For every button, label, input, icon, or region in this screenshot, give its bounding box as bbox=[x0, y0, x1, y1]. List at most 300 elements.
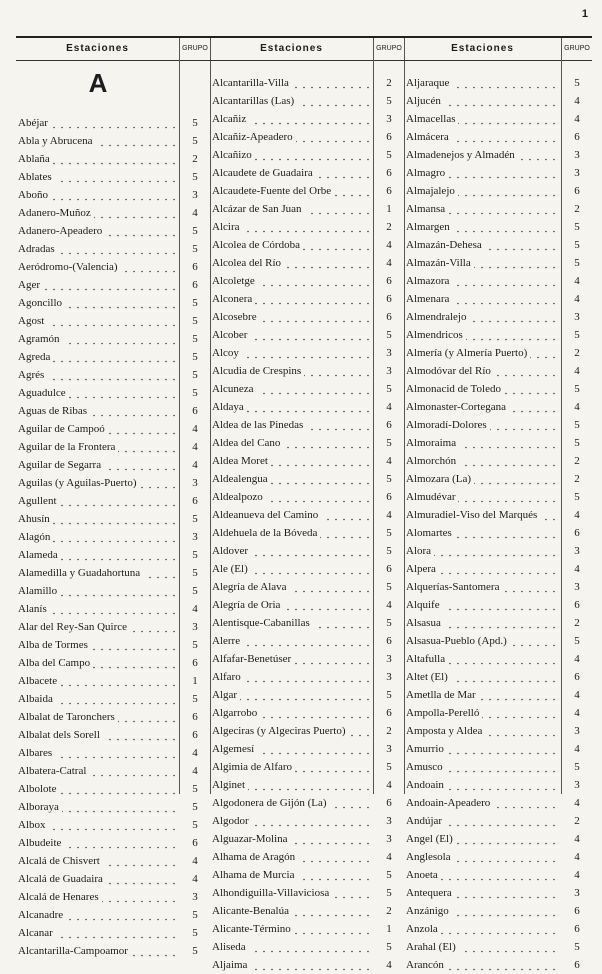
station-group: 5 bbox=[192, 585, 198, 597]
station-name: Almería (y Almería Puerto) bbox=[406, 344, 558, 362]
station-group: 4 bbox=[574, 869, 580, 881]
station-row bbox=[210, 434, 404, 452]
station-row bbox=[210, 200, 404, 218]
station-row bbox=[210, 614, 404, 632]
station-row bbox=[210, 740, 404, 758]
station-row bbox=[16, 474, 210, 492]
station-row bbox=[404, 380, 592, 398]
station-name: Alegría de Alava bbox=[212, 578, 370, 596]
station-row bbox=[210, 758, 404, 776]
station-group: 3 bbox=[386, 365, 392, 377]
station-group: 6 bbox=[386, 635, 392, 647]
station-group: 5 bbox=[192, 513, 198, 525]
station-group: 5 bbox=[192, 369, 198, 381]
station-row bbox=[404, 524, 592, 542]
station-row bbox=[16, 348, 210, 366]
station-row bbox=[404, 470, 592, 488]
station-group: 3 bbox=[192, 621, 198, 633]
station-row bbox=[16, 672, 210, 690]
station-row bbox=[16, 438, 210, 456]
station-group: 5 bbox=[574, 635, 580, 647]
station-name: Alhondiguilla-Villaviciosa bbox=[212, 884, 370, 902]
station-group: 6 bbox=[192, 279, 198, 291]
station-group: 5 bbox=[192, 639, 198, 651]
station-row bbox=[16, 222, 210, 240]
station-row bbox=[404, 830, 592, 848]
station-row bbox=[210, 290, 404, 308]
station-name: Algeciras (y Algeciras Puerto) bbox=[212, 722, 370, 740]
station-name: Alcantarilla-Campoamor bbox=[18, 942, 176, 960]
station-group: 6 bbox=[574, 671, 580, 683]
station-group: 5 bbox=[386, 869, 392, 881]
station-row bbox=[16, 204, 210, 222]
station-group: 4 bbox=[386, 851, 392, 863]
station-name: Adradas bbox=[18, 240, 176, 258]
station-row bbox=[16, 618, 210, 636]
station-name: Alar del Rey-San Quirce bbox=[18, 618, 176, 636]
station-group: 2 bbox=[386, 77, 392, 89]
station-row bbox=[404, 398, 592, 416]
station-name: Aljaraque bbox=[406, 74, 558, 92]
station-row bbox=[404, 308, 592, 326]
station-row bbox=[404, 506, 592, 524]
station-name: Aljaima bbox=[212, 956, 370, 974]
station-row bbox=[16, 168, 210, 186]
station-row bbox=[210, 686, 404, 704]
station-row bbox=[210, 326, 404, 344]
station-name: Anoeta bbox=[406, 866, 558, 884]
station-name: Aeródromo-(Valencia) bbox=[18, 258, 176, 276]
station-name: Alagón bbox=[18, 528, 176, 546]
station-row bbox=[16, 816, 210, 834]
station-group: 6 bbox=[574, 923, 580, 935]
station-group: 1 bbox=[386, 203, 392, 215]
station-name: Andoain-Apeadero bbox=[406, 794, 558, 812]
station-row bbox=[16, 492, 210, 510]
group-header: GRUPO bbox=[182, 45, 208, 52]
station-group: 4 bbox=[574, 401, 580, 413]
station-name: Almazora bbox=[406, 272, 558, 290]
station-group: 6 bbox=[574, 599, 580, 611]
station-group: 6 bbox=[192, 729, 198, 741]
station-name: Altafulla bbox=[406, 650, 558, 668]
station-row bbox=[16, 258, 210, 276]
station-group: 4 bbox=[386, 455, 392, 467]
station-group: 4 bbox=[386, 257, 392, 269]
station-row bbox=[16, 834, 210, 852]
station-row bbox=[210, 416, 404, 434]
station-group: 4 bbox=[192, 765, 198, 777]
station-name: Albalat dels Sorell bbox=[18, 726, 176, 744]
station-name: Alboraya bbox=[18, 798, 176, 816]
station-group: 5 bbox=[192, 783, 198, 795]
station-row bbox=[210, 380, 404, 398]
station-group: 6 bbox=[192, 261, 198, 273]
station-name: Algodor bbox=[212, 812, 370, 830]
station-row bbox=[16, 600, 210, 618]
page-number: 1 bbox=[581, 8, 588, 20]
station-row bbox=[404, 686, 592, 704]
station-name: Almenara bbox=[406, 290, 558, 308]
station-name: Alamedilla y Guadahortuna bbox=[18, 564, 176, 582]
station-group: 4 bbox=[574, 113, 580, 125]
station-group: 3 bbox=[386, 113, 392, 125]
station-group: 2 bbox=[574, 455, 580, 467]
station-row bbox=[404, 812, 592, 830]
station-row bbox=[404, 920, 592, 938]
station-row bbox=[210, 722, 404, 740]
station-name: Aldea del Cano bbox=[212, 434, 370, 452]
station-name: Alginet bbox=[212, 776, 370, 794]
station-name: Aguas de Ribas bbox=[18, 402, 176, 420]
station-group: 5 bbox=[386, 149, 392, 161]
station-row bbox=[404, 362, 592, 380]
station-row bbox=[16, 114, 210, 132]
station-row bbox=[404, 290, 592, 308]
station-group: 4 bbox=[574, 797, 580, 809]
station-row bbox=[404, 884, 592, 902]
station-row bbox=[404, 668, 592, 686]
station-row bbox=[210, 632, 404, 650]
station-row bbox=[210, 668, 404, 686]
station-group: 6 bbox=[574, 905, 580, 917]
station-group: 5 bbox=[386, 383, 392, 395]
stations-header: Estaciones bbox=[210, 38, 374, 60]
station-group: 5 bbox=[192, 909, 198, 921]
station-group: 5 bbox=[192, 801, 198, 813]
station-name: Alpera bbox=[406, 560, 558, 578]
station-row bbox=[404, 236, 592, 254]
station-name: Almoraima bbox=[406, 434, 558, 452]
station-name: Albatera-Catral bbox=[18, 762, 176, 780]
station-name: Albalat de Taronchers bbox=[18, 708, 176, 726]
station-group: 4 bbox=[386, 599, 392, 611]
station-group: 4 bbox=[192, 207, 198, 219]
station-name: Alconera bbox=[212, 290, 370, 308]
station-row bbox=[16, 906, 210, 924]
station-name: Almorchón bbox=[406, 452, 558, 470]
station-row bbox=[210, 830, 404, 848]
station-name: Ager bbox=[18, 276, 176, 294]
station-group: 6 bbox=[574, 959, 580, 971]
station-group: 6 bbox=[386, 167, 392, 179]
station-name: Alanís bbox=[18, 600, 176, 618]
station-name: Aliseda bbox=[212, 938, 370, 956]
station-group: 4 bbox=[574, 275, 580, 287]
station-name: Aldehuela de la Bóveda bbox=[212, 524, 370, 542]
station-group: 1 bbox=[192, 675, 198, 687]
station-row bbox=[16, 330, 210, 348]
station-name: Alfaro bbox=[212, 668, 370, 686]
station-group: 5 bbox=[574, 239, 580, 251]
station-row bbox=[16, 546, 210, 564]
station-row bbox=[404, 578, 592, 596]
station-row bbox=[404, 452, 592, 470]
station-name: Alhama de Murcia bbox=[212, 866, 370, 884]
station-name: Agrés bbox=[18, 366, 176, 384]
station-row bbox=[404, 704, 592, 722]
station-group: 6 bbox=[386, 131, 392, 143]
station-row bbox=[210, 362, 404, 380]
station-group: 4 bbox=[192, 423, 198, 435]
station-name: Albolote bbox=[18, 780, 176, 798]
station-name: Almonacid de Toledo bbox=[406, 380, 558, 398]
station-name: Almozara (La) bbox=[406, 470, 558, 488]
station-group: 6 bbox=[386, 563, 392, 575]
station-row bbox=[404, 128, 592, 146]
station-name: Aldea de las Pinedas bbox=[212, 416, 370, 434]
station-name: Ale (El) bbox=[212, 560, 370, 578]
station-group: 3 bbox=[574, 167, 580, 179]
station-name: Alsasua-Pueblo (Apd.) bbox=[406, 632, 558, 650]
station-name: Alcázar de San Juan bbox=[212, 200, 370, 218]
station-group: 6 bbox=[192, 711, 198, 723]
station-name: Abla y Abrucena bbox=[18, 132, 176, 150]
station-name: Almazán-Dehesa bbox=[406, 236, 558, 254]
station-row bbox=[210, 92, 404, 110]
station-group: 6 bbox=[386, 491, 392, 503]
station-group: 5 bbox=[574, 221, 580, 233]
station-group: 5 bbox=[192, 945, 198, 957]
station-name: Aldover bbox=[212, 542, 370, 560]
station-group: 3 bbox=[386, 671, 392, 683]
station-group: 3 bbox=[386, 743, 392, 755]
station-row bbox=[210, 704, 404, 722]
station-row bbox=[210, 470, 404, 488]
station-group: 2 bbox=[574, 815, 580, 827]
station-group: 5 bbox=[192, 297, 198, 309]
station-row bbox=[404, 650, 592, 668]
station-name: Aljucén bbox=[406, 92, 558, 110]
station-name: Angel (El) bbox=[406, 830, 558, 848]
station-name: Alcanar bbox=[18, 924, 176, 942]
station-group: 5 bbox=[192, 927, 198, 939]
station-name: Alcoletge bbox=[212, 272, 370, 290]
station-group: 6 bbox=[386, 275, 392, 287]
station-row bbox=[16, 708, 210, 726]
station-row bbox=[404, 488, 592, 506]
column-1 bbox=[16, 38, 211, 957]
station-row bbox=[210, 866, 404, 884]
station-name: Altet (El) bbox=[406, 668, 558, 686]
station-group: 4 bbox=[574, 365, 580, 377]
station-name: Agreda bbox=[18, 348, 176, 366]
station-row bbox=[404, 614, 592, 632]
station-name: Alcoy bbox=[212, 344, 370, 362]
station-group: 5 bbox=[192, 567, 198, 579]
station-group: 3 bbox=[574, 725, 580, 737]
station-row bbox=[404, 218, 592, 236]
column-header bbox=[16, 38, 210, 61]
station-row bbox=[404, 776, 592, 794]
station-row bbox=[16, 420, 210, 438]
station-name: Aboño bbox=[18, 186, 176, 204]
station-group: 3 bbox=[574, 311, 580, 323]
station-row bbox=[210, 218, 404, 236]
station-row bbox=[210, 560, 404, 578]
station-group: 4 bbox=[574, 707, 580, 719]
station-row bbox=[210, 776, 404, 794]
station-row bbox=[16, 186, 210, 204]
station-name: Alcudia de Crespins bbox=[212, 362, 370, 380]
station-row bbox=[16, 240, 210, 258]
station-row bbox=[210, 884, 404, 902]
station-group: 5 bbox=[192, 243, 198, 255]
station-group: 4 bbox=[574, 509, 580, 521]
station-group: 3 bbox=[386, 347, 392, 359]
station-row bbox=[16, 276, 210, 294]
station-name: Anzánigo bbox=[406, 902, 558, 920]
station-row bbox=[210, 164, 404, 182]
station-group: 5 bbox=[386, 761, 392, 773]
station-row bbox=[16, 852, 210, 870]
station-group: 3 bbox=[574, 545, 580, 557]
station-name: Aguadulce bbox=[18, 384, 176, 402]
station-group: 2 bbox=[386, 905, 392, 917]
station-group: 3 bbox=[386, 653, 392, 665]
station-name: Alhama de Aragón bbox=[212, 848, 370, 866]
station-name: Abéjar bbox=[18, 114, 176, 132]
station-name: Alcalá de Guadaira bbox=[18, 870, 176, 888]
station-name: Almendralejo bbox=[406, 308, 558, 326]
station-name: Anglesola bbox=[406, 848, 558, 866]
station-group: 3 bbox=[574, 887, 580, 899]
station-name: Alsasua bbox=[406, 614, 558, 632]
station-group: 5 bbox=[386, 473, 392, 485]
station-name: Alomartes bbox=[406, 524, 558, 542]
station-row bbox=[16, 636, 210, 654]
station-group: 2 bbox=[574, 617, 580, 629]
station-name: Aldealengua bbox=[212, 470, 370, 488]
station-name: Alquerías-Santomera bbox=[406, 578, 558, 596]
station-row bbox=[210, 542, 404, 560]
station-name: Almagro bbox=[406, 164, 558, 182]
station-row bbox=[210, 398, 404, 416]
station-row bbox=[404, 272, 592, 290]
station-row bbox=[404, 92, 592, 110]
station-row bbox=[210, 308, 404, 326]
station-group: 3 bbox=[574, 779, 580, 791]
station-name: Aguilar de Campoó bbox=[18, 420, 176, 438]
station-row bbox=[16, 564, 210, 582]
station-row bbox=[16, 780, 210, 798]
station-row bbox=[16, 582, 210, 600]
station-list bbox=[210, 74, 404, 974]
station-group: 6 bbox=[386, 707, 392, 719]
station-name: Ametlla de Mar bbox=[406, 686, 558, 704]
station-group: 5 bbox=[386, 617, 392, 629]
station-name: Adanero-Apeadero bbox=[18, 222, 176, 240]
station-group: 5 bbox=[574, 941, 580, 953]
stations-header: Estaciones bbox=[16, 38, 180, 60]
station-row bbox=[210, 650, 404, 668]
station-group: 6 bbox=[386, 797, 392, 809]
station-name: Amurrio bbox=[406, 740, 558, 758]
station-name: Alcalá de Chisvert bbox=[18, 852, 176, 870]
station-list bbox=[16, 114, 210, 960]
station-name: Aldea Moret bbox=[212, 452, 370, 470]
station-name: Agost bbox=[18, 312, 176, 330]
station-name: Albaida bbox=[18, 690, 176, 708]
station-row bbox=[404, 632, 592, 650]
station-name: Arahal (El) bbox=[406, 938, 558, 956]
station-row bbox=[16, 312, 210, 330]
station-row bbox=[16, 726, 210, 744]
station-group: 5 bbox=[386, 941, 392, 953]
station-row bbox=[210, 506, 404, 524]
station-row bbox=[404, 758, 592, 776]
station-row bbox=[404, 326, 592, 344]
station-group: 5 bbox=[192, 351, 198, 363]
station-name: Ampolla-Perelló bbox=[406, 704, 558, 722]
station-group: 5 bbox=[574, 419, 580, 431]
station-name: Almajalejo bbox=[406, 182, 558, 200]
station-name: Alba del Campo bbox=[18, 654, 176, 672]
station-row bbox=[16, 132, 210, 150]
station-name: Almendricos bbox=[406, 326, 558, 344]
station-group: 3 bbox=[192, 477, 198, 489]
station-name: Amposta y Aldea bbox=[406, 722, 558, 740]
station-group: 4 bbox=[574, 851, 580, 863]
station-name: Alicante-Benalúa bbox=[212, 902, 370, 920]
station-row bbox=[210, 956, 404, 974]
station-name: Arancón bbox=[406, 956, 558, 974]
station-group: 2 bbox=[386, 221, 392, 233]
station-name: Alicante-Término bbox=[212, 920, 370, 938]
station-row bbox=[404, 560, 592, 578]
station-group: 4 bbox=[192, 441, 198, 453]
station-row bbox=[210, 488, 404, 506]
station-group: 6 bbox=[192, 405, 198, 417]
station-group: 5 bbox=[574, 257, 580, 269]
station-row bbox=[210, 74, 404, 92]
station-group: 4 bbox=[192, 873, 198, 885]
station-name: Almacellas bbox=[406, 110, 558, 128]
group-header: GRUPO bbox=[564, 45, 590, 52]
station-name: Amusco bbox=[406, 758, 558, 776]
station-row bbox=[210, 596, 404, 614]
station-group: 6 bbox=[574, 131, 580, 143]
station-name: Alcolea del Río bbox=[212, 254, 370, 272]
station-name: Alcober bbox=[212, 326, 370, 344]
station-group: 4 bbox=[386, 401, 392, 413]
station-name: Antequera bbox=[406, 884, 558, 902]
station-row bbox=[210, 344, 404, 362]
station-group: 5 bbox=[386, 527, 392, 539]
station-row bbox=[404, 956, 592, 974]
station-row bbox=[210, 146, 404, 164]
station-group: 6 bbox=[192, 657, 198, 669]
station-row bbox=[210, 128, 404, 146]
station-group: 5 bbox=[386, 329, 392, 341]
station-group: 4 bbox=[192, 747, 198, 759]
station-name: Almadenejos y Almadén bbox=[406, 146, 558, 164]
station-table bbox=[16, 36, 592, 971]
station-row bbox=[404, 848, 592, 866]
station-name: Alcaudete de Guadaira bbox=[212, 164, 370, 182]
station-group: 5 bbox=[574, 761, 580, 773]
station-name: Alerre bbox=[212, 632, 370, 650]
station-name: Almuradiel-Viso del Marqués bbox=[406, 506, 558, 524]
station-name: Agoncillo bbox=[18, 294, 176, 312]
station-group: 5 bbox=[192, 135, 198, 147]
station-name: Aldaya bbox=[212, 398, 370, 416]
station-name: Alcantarilla-Villa bbox=[212, 74, 370, 92]
station-row bbox=[210, 794, 404, 812]
station-group: 6 bbox=[386, 419, 392, 431]
station-row bbox=[404, 416, 592, 434]
station-group: 4 bbox=[386, 959, 392, 971]
